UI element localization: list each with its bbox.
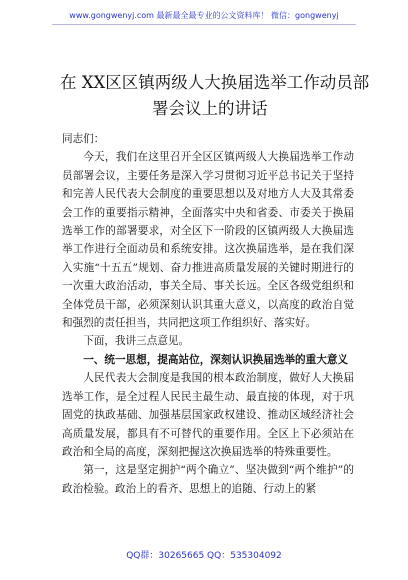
title-line-2: 署会议上的讲话 xyxy=(152,99,268,118)
header-divider xyxy=(52,24,356,25)
paragraph: 下面，我讲三点意见。 xyxy=(83,335,190,348)
page-header: www.gongwenyj.com 最新最全最专业的公文资料库！ 微信：gongwenyj xyxy=(69,11,339,20)
paragraph: 人民代表大会制度是我国的根本政治制度，做好人大换届选举工作，是全过程人民民主最生动、最直接的体现，对于巩固党的执政基础、加强基层国家政权建设、推动区域经济社会高质量发展，都具有不可替代的重要作用。全区上下必须站在政治和全局的高度，深刻把握这次换届选举的特殊重要性。 xyxy=(62,372,354,458)
salutation: 同志们： xyxy=(62,133,105,145)
document-body xyxy=(62,130,354,498)
paragraph: 第一，这是坚定拥护“两个确立”、坚决做到“两个维护”的政治检验。政治上的看齐、思想上的追随、行动上的紧 xyxy=(62,464,354,495)
title-line-1: 在 XX区区镇两级人大换届选举工作动员部 xyxy=(60,73,370,92)
section-heading: 一、统一思想，提高站位，深刻认识换届选举的重大意义 xyxy=(83,353,349,366)
document-title xyxy=(60,70,370,122)
page-footer: QQ群：30265665 QQ：535304092 xyxy=(126,551,282,561)
paragraph: 今天，我们在这里召开全区区镇两级人大换届选举工作动员部署会议，主要任务是深入学习贯彻习近平总书记关于坚持和完善人民代表大会制度的重要思想以及对地方人大及其常委会工作的重要指示精神，全面落实中央和省委、市委关于换届选举工作的部署要求，对全区下一阶段的区镇两级人大换届选举工作进行全面动员和系统安排。这次换届选举，是在我们深入实施“十五五”规划、奋力推进高质量发展的关键时期进行的一次重大政治活动，事关全局、事关长远。全区各级党组织和全体党员干部，必须深刻认识其重大意义，以高度的政治自觉和强烈的责任担当，共同把这项工作组织好、落实好。 xyxy=(62,151,354,330)
